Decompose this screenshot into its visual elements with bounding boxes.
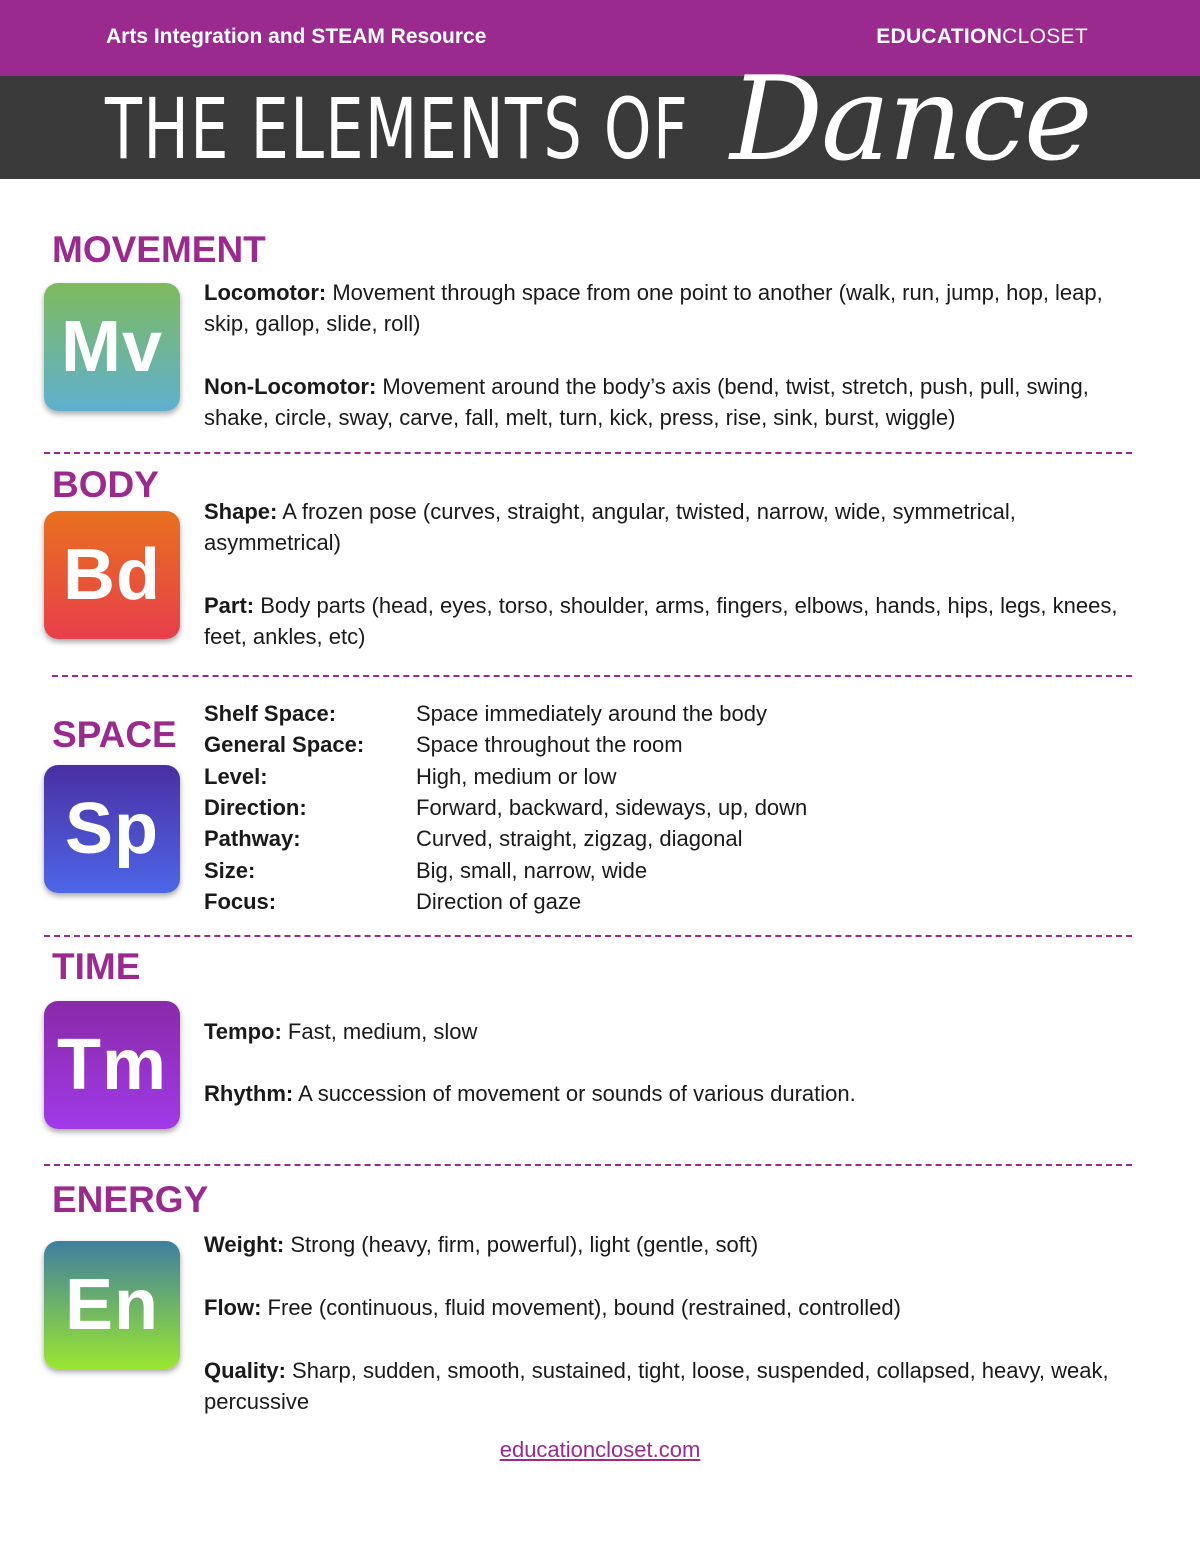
divider: [44, 935, 1132, 937]
section-title-movement: MOVEMENT: [52, 229, 266, 270]
item-locomotor: [204, 277, 1124, 339]
page-title: THE ELEMENTS OF: [105, 80, 690, 178]
term-non-locomotor: Non-Locomotor:: [204, 374, 377, 399]
def-focus: Direction of gaze: [416, 889, 582, 914]
resource-label: Arts Integration and STEAM Resource: [106, 25, 487, 48]
term-quality: Quality:: [204, 1358, 286, 1383]
section-title-time: TIME: [52, 946, 141, 987]
def-level: High, medium or low: [416, 764, 617, 789]
term-shape: Shape:: [204, 499, 278, 524]
term-shelf-space: Shelf Space:: [204, 701, 337, 726]
footer-website-link[interactable]: educationcloset.com: [499, 1437, 701, 1462]
text-part: Body parts (head, eyes, torso, shoulder, arms, fingers, elbows, hands, hips, legs, knees, feet, ankles, etc): [204, 593, 1118, 649]
item-weight: [204, 1229, 1124, 1260]
item-quality: [204, 1355, 1124, 1417]
text-locomotor: Movement through space from one point to another (walk, run, jump, hop, leap, skip, gallop, slide, roll): [204, 280, 1103, 336]
text-weight: Strong (heavy, firm, powerful), light (gentle, soft): [284, 1232, 759, 1257]
section-title-energy: ENERGY: [52, 1179, 209, 1220]
section-title-space: SPACE: [52, 714, 177, 755]
item-part: [204, 590, 1124, 652]
brand-bold: EDUCATION: [876, 25, 1003, 48]
item-non-locomotor: [204, 371, 1124, 433]
text-flow: Free (continuous, fluid movement), bound (restrained, controlled): [261, 1295, 901, 1320]
brand-light: CLOSET: [1002, 25, 1088, 48]
term-level: Level:: [204, 764, 268, 789]
divider: [44, 1164, 1132, 1166]
term-part: Part:: [204, 593, 255, 618]
term-tempo: Tempo:: [204, 1019, 282, 1044]
def-shelf-space: Space immediately around the body: [416, 701, 767, 726]
text-non-locomotor: Movement around the body’s axis (bend, twist, stretch, push, pull, swing, shake, circle, sway, carve, fall, melt, turn, kick, press, rise, sink, burst, wiggle): [204, 374, 1089, 430]
text-shape: A frozen pose (curves, straight, angular, twisted, narrow, wide, symmetrical, asymmetrical): [204, 499, 1016, 555]
energy-icon: En: [44, 1241, 180, 1369]
text-tempo: Fast, medium, slow: [281, 1019, 478, 1044]
term-general-space: General Space:: [204, 732, 365, 757]
item-shape: [204, 496, 1124, 558]
item-tempo: [204, 1016, 1124, 1047]
time-icon: Tm: [44, 1001, 180, 1129]
item-rhythm: [204, 1078, 1124, 1109]
term-pathway: Pathway:: [204, 826, 301, 851]
term-locomotor: Locomotor:: [204, 280, 327, 305]
term-size: Size:: [204, 858, 256, 883]
divider: [44, 452, 1132, 454]
space-icon: Sp: [44, 765, 180, 893]
brand-logo: [876, 25, 1088, 49]
def-size: Big, small, narrow, wide: [416, 858, 648, 883]
text-rhythm: A succession of movement or sounds of various duration.: [293, 1081, 856, 1106]
section-title-body: BODY: [52, 464, 159, 505]
term-rhythm: Rhythm:: [204, 1081, 294, 1106]
body-icon: Bd: [44, 511, 180, 639]
movement-icon: Mv: [44, 283, 180, 411]
text-quality: Sharp, sudden, smooth, sustained, tight, loose, suspended, collapsed, heavy, weak, percussive: [204, 1358, 1109, 1414]
def-direction: Forward, backward, sideways, up, down: [416, 795, 808, 820]
term-weight: Weight:: [204, 1232, 285, 1257]
term-focus: Focus:: [204, 889, 277, 914]
term-flow: Flow:: [204, 1295, 262, 1320]
term-direction: Direction:: [204, 795, 307, 820]
page-title-script: Dance: [730, 52, 1091, 187]
divider: [52, 675, 1132, 677]
def-general-space: Space throughout the room: [416, 732, 683, 757]
def-pathway: Curved, straight, zigzag, diagonal: [416, 826, 743, 851]
item-flow: [204, 1292, 1124, 1323]
